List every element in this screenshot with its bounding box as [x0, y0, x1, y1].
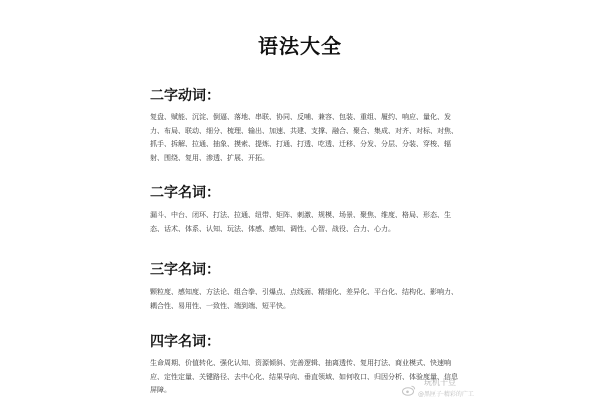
section-heading-three-char-nouns: 三字名词： [150, 262, 220, 278]
watermark-account-name: 玩机十豆 [424, 378, 456, 387]
section-body-two-char-verbs: 复盘、赋能、沉淀、倒逼、落地、串联、协同、反哺、兼容、包装、重组、履约、响应、量化、发力、布局、联动、细分、梳理、输出、加速、共建、支撑、融合、聚合、集成、对齐、对标、对焦、抓手、拆解、拉通、抽象、摸索、提炼、打通、打透、吃透、迁移、分发、分层、分装、穿梭、辐射、围绕、复用、渗透、扩展、开拓。 [150, 113, 458, 162]
section-body-three-char-nouns: 颗粒度、感知度、方法论、组合拳、引爆点、点线面、精细化、差异化、平台化、结构化、影响力、耦合性、易用性、一致性、端到端、短平快。 [150, 288, 458, 310]
section-body-four-char-nouns: 生命周期、价值转化、强化认知、资源倾斜、完善逻辑、抽离透传、复用打法、商业模式、快速响应、定性定量、关键路径、去中心化、结果导向、垂直领域、如何收口、归因分析、体验度量、信息屏障。 [150, 359, 458, 394]
section-heading-four-char-nouns: 四字名词： [150, 334, 220, 350]
section-heading-two-char-verbs: 二字动词： [150, 88, 220, 104]
weibo-icon [402, 381, 416, 393]
section-heading-two-char-nouns: 二字名词： [150, 185, 220, 201]
section-body-two-char-nouns: 漏斗、中台、闭环、打法、拉通、纽带、矩阵、刺激、规模、场景、聚焦、维度、格局、形态、生态、话术、体系、认知、玩法、体感、感知、调性、心智、战役、合力、心力。 [150, 211, 451, 233]
watermark-handle: @黑匣子·精彩的广工 [418, 391, 474, 398]
watermark [402, 377, 482, 399]
page-title: 语法大全 [258, 34, 342, 58]
